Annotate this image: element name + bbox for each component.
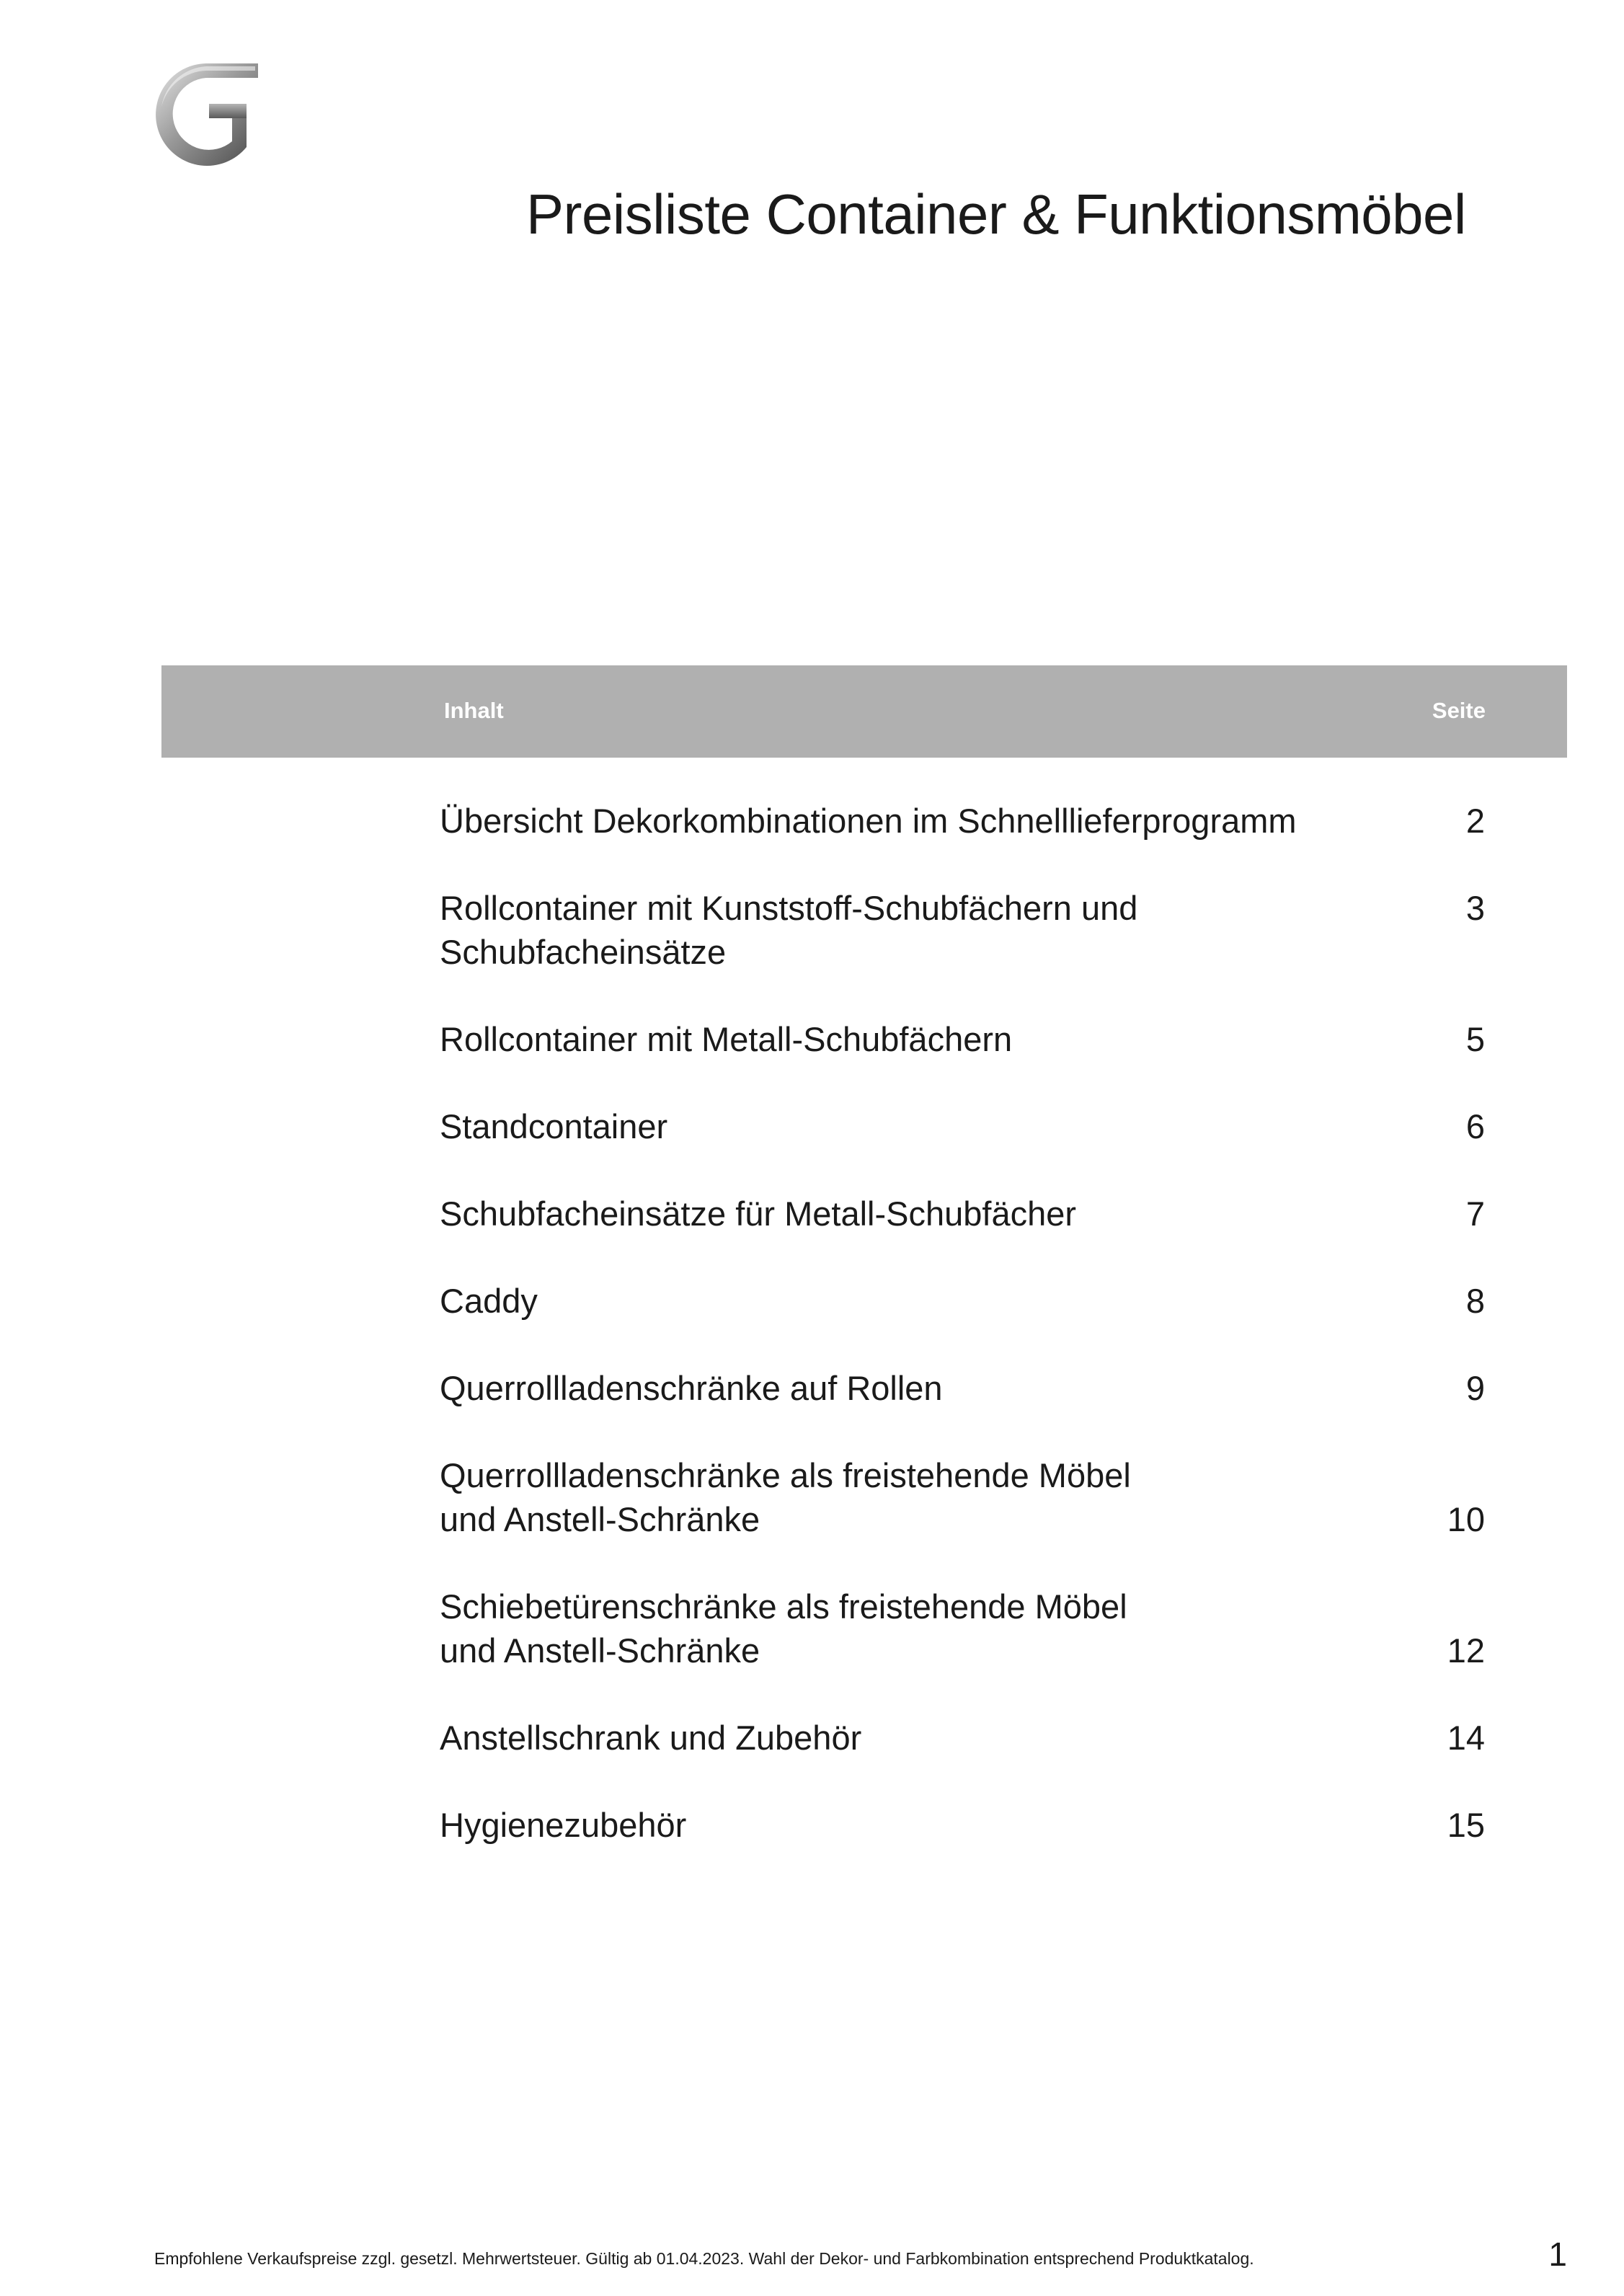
- toc-entry-page: 5: [1465, 1020, 1485, 1058]
- toc-entry-title: Schubfacheinsätze für Metall-Schubfächer: [440, 1194, 1077, 1233]
- toc-entry[interactable]: [440, 1017, 1485, 1061]
- toc-entry[interactable]: [440, 1279, 1485, 1323]
- toc-entry-page: 12: [1447, 1631, 1485, 1670]
- toc-entry-page: 10: [1447, 1500, 1485, 1538]
- toc-entry-title: Hygienezubehör: [440, 1806, 687, 1844]
- toc-entry-title: Rollcontainer mit Kunststoff-Schubfächern und Schubfacheinsätze: [440, 889, 1138, 971]
- toc-entry-page: 6: [1465, 1107, 1485, 1145]
- toc-entry-title: Querrollladenschränke als freistehende Möbel und Anstell-Schränke: [440, 1456, 1131, 1538]
- toc-entry[interactable]: [440, 1192, 1485, 1236]
- toc-header-page-label: Seite: [1432, 698, 1486, 723]
- toc-entry-page: 15: [1447, 1806, 1485, 1844]
- toc-entry-page: 7: [1465, 1194, 1485, 1233]
- table-of-contents: [440, 799, 1485, 1890]
- toc-entry[interactable]: [440, 1366, 1485, 1410]
- toc-entry-page: 9: [1465, 1369, 1485, 1407]
- toc-entry-page: 2: [1465, 802, 1485, 840]
- toc-entry[interactable]: [440, 1716, 1485, 1760]
- page-title: Preisliste Container & Funktionsmöbel: [526, 182, 1466, 246]
- toc-entry-title: Schiebetürenschränke als freistehende Möbel und Anstell-Schränke: [440, 1587, 1127, 1670]
- toc-entry-title: Rollcontainer mit Metall-Schubfächern: [440, 1020, 1013, 1058]
- toc-entry-page: 8: [1465, 1282, 1485, 1320]
- footer-note: Empfohlene Verkaufspreise zzgl. gesetzl. Mehrwertsteuer. Gültig ab 01.04.2023. Wahl der Dekor- und Farbkombination entsprechend Produktkatalog.: [154, 2249, 1254, 2268]
- toc-entry-title: Querrollladenschränke auf Rollen: [440, 1369, 943, 1407]
- toc-entry-title: Caddy: [440, 1282, 538, 1320]
- toc-entry[interactable]: [440, 1584, 1485, 1672]
- toc-entry[interactable]: [440, 799, 1485, 843]
- page-number: 1: [1548, 2235, 1567, 2273]
- toc-entry-title: Standcontainer: [440, 1107, 668, 1145]
- toc-entry[interactable]: [440, 886, 1485, 974]
- toc-entry-title: Anstellschrank und Zubehör: [440, 1719, 862, 1757]
- toc-header-bar: [161, 665, 1567, 758]
- toc-entry-page: 3: [1465, 889, 1485, 927]
- toc-entry[interactable]: [440, 1104, 1485, 1148]
- toc-entry-page: 14: [1447, 1719, 1485, 1757]
- toc-entry[interactable]: [440, 1453, 1485, 1541]
- toc-entry[interactable]: [440, 1803, 1485, 1847]
- company-logo-g-icon: [154, 62, 258, 167]
- toc-entry-title: Übersicht Dekorkombinationen im Schnelllieferprogramm: [440, 802, 1297, 840]
- toc-header-contents-label: Inhalt: [444, 698, 504, 723]
